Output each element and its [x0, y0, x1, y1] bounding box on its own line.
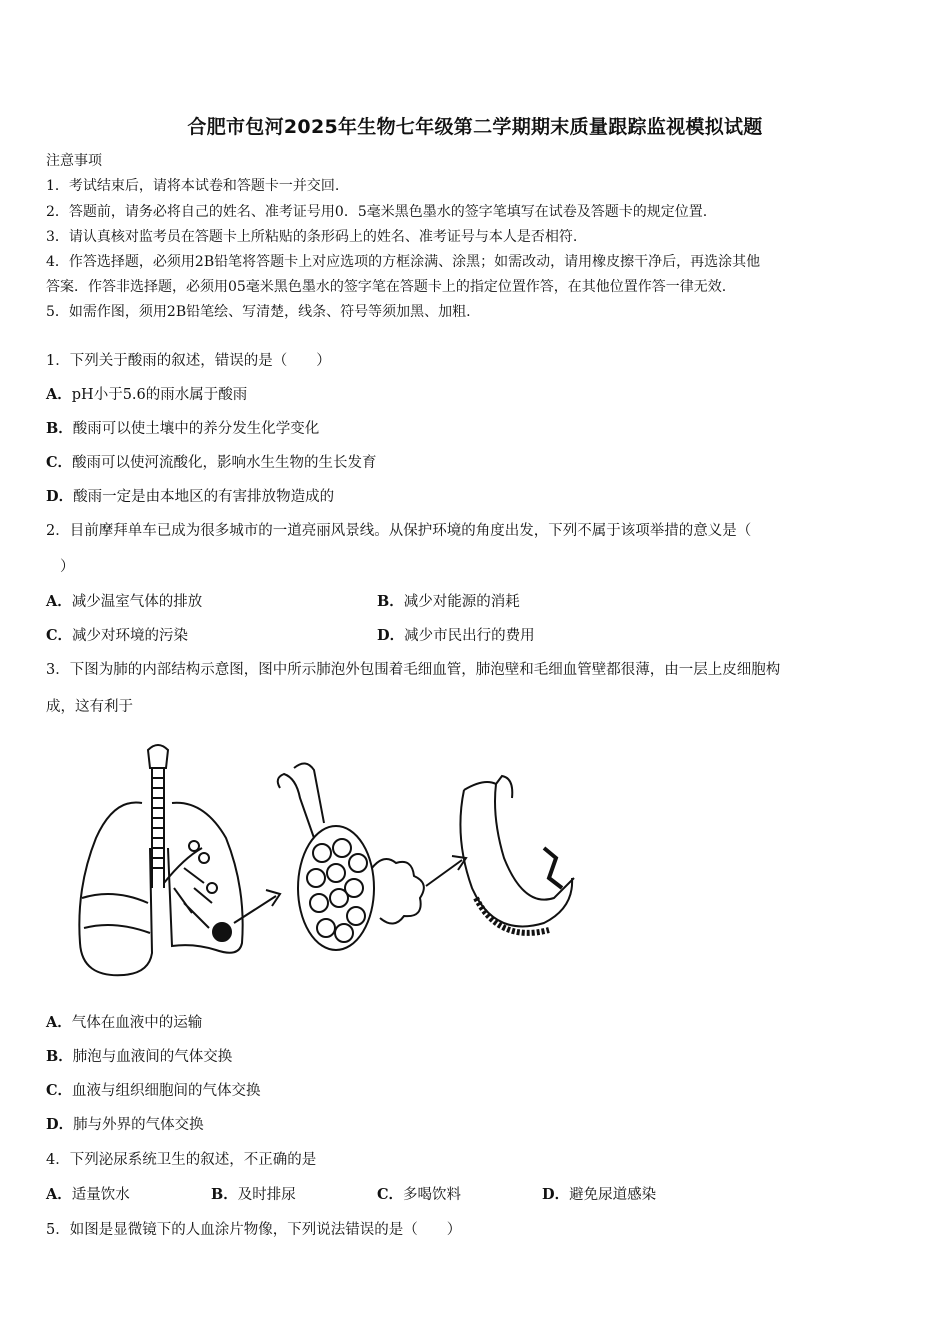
option-text: 肺与外界的气体交换 [73, 1117, 204, 1133]
question-stem: 4．下列泌尿系统卫生的叙述，不正确的是 [46, 1152, 317, 1168]
option-label: C． [377, 1186, 404, 1203]
option-d[interactable] [542, 1185, 656, 1205]
option-b[interactable] [46, 1047, 232, 1067]
question-stem-continuation: ） [60, 559, 75, 575]
option-label: D． [542, 1186, 570, 1203]
option-text: 减少温室气体的排放 [71, 594, 203, 610]
alveolus-capillary-illustration [460, 776, 574, 933]
notice-item: 答案．作答非选择题，必须用05毫米黑色墨水的签字笔在答题卡上的指定位置作答，在其他位置作答一律无效. [46, 279, 727, 295]
question-stem: 5．如图是显微镜下的人血涂片物像，下列说法错误的是（ ） [46, 1222, 462, 1238]
question-stem: 2．目前摩拜单车已成为很多城市的一道亮丽风景线。从保护环境的角度出发，下列不属于该项举措的意义是（ [46, 523, 752, 539]
option-label: B． [46, 1048, 73, 1065]
option-a[interactable] [46, 1185, 130, 1205]
question-stem: 1．下列关于酸雨的叙述，错误的是（ ） [46, 353, 331, 369]
option-b[interactable] [377, 592, 520, 612]
option-text: 避免尿道感染 [569, 1187, 657, 1203]
option-b[interactable] [211, 1185, 296, 1205]
option-label: A． [46, 593, 72, 610]
option-text: 酸雨可以使土壤中的养分发生化学变化 [72, 421, 320, 437]
option-label: A． [46, 1186, 72, 1203]
option-label: C． [46, 454, 73, 471]
option-label: B． [46, 420, 73, 437]
option-d[interactable] [377, 626, 535, 646]
option-text: 肺泡与血液间的气体交换 [72, 1049, 233, 1065]
option-text: 适量饮水 [71, 1187, 130, 1203]
option-label: B． [377, 593, 404, 610]
option-label: A． [46, 386, 72, 403]
notice-item: 5．如需作图，须用2B铅笔绘、写清楚，线条、符号等须加黑、加粗. [46, 304, 471, 320]
notice-item: 1．考试结束后，请将本试卷和答题卡一并交回. [46, 178, 340, 194]
option-text: 减少对能源的消耗 [403, 594, 520, 610]
lung-structure-diagram [44, 738, 584, 983]
option-d[interactable] [46, 1115, 204, 1135]
option-text: 血液与组织细胞间的气体交换 [72, 1083, 261, 1099]
option-label: C． [46, 627, 73, 644]
alveoli-cluster-illustration [278, 763, 424, 950]
question-stem: 3．下图为肺的内部结构示意图，图中所示肺泡外包围着毛细血管，肺泡壁和毛细血管壁都很薄，由一层上皮细胞构 [46, 662, 781, 678]
option-c[interactable] [46, 1081, 261, 1101]
option-text: 多喝饮料 [403, 1187, 462, 1203]
option-label: D． [377, 627, 405, 644]
option-text: 气体在血液中的运输 [71, 1015, 203, 1031]
option-a[interactable] [46, 1013, 202, 1033]
option-text: 酸雨一定是由本地区的有害排放物造成的 [73, 489, 335, 505]
option-a[interactable] [46, 592, 202, 612]
option-label: A． [46, 1014, 72, 1031]
option-d[interactable] [46, 487, 334, 507]
option-c[interactable] [377, 1185, 461, 1205]
option-text: 减少市民出行的费用 [404, 628, 535, 644]
option-label: D． [46, 1116, 74, 1133]
option-b[interactable] [46, 419, 319, 439]
question-stem-continuation: 成，这有利于 [46, 699, 133, 715]
notice-heading: 注意事项 [46, 153, 102, 169]
option-a[interactable] [46, 385, 247, 405]
notice-item: 4．作答选择题，必须用2B铅笔将答题卡上对应选项的方框涂满、涂黑；如需改动，请用橡皮擦干净后，再选涂其他 [46, 254, 761, 270]
left-lung-illustration [79, 802, 152, 975]
right-lung-illustration [164, 803, 243, 953]
option-text: 减少对环境的污染 [72, 628, 189, 644]
option-text: 及时排尿 [237, 1187, 296, 1203]
page-title: 合肥市包河2025年生物七年级第二学期期末质量跟踪监视模拟试题 [187, 116, 763, 138]
option-text: pH小于5.6的雨水属于酸雨 [71, 387, 248, 403]
notice-item: 3．请认真核对监考员在答题卡上所粘贴的条形码上的姓名、准考证号与本人是否相符. [46, 229, 578, 245]
arrow-icon [426, 856, 466, 886]
option-label: B． [211, 1186, 238, 1203]
option-c[interactable] [46, 626, 188, 646]
notice-item: 2．答题前，请务必将自己的姓名、准考证号用0．5毫米黑色墨水的签字笔填写在试卷及答题卡的规定位置. [46, 204, 708, 220]
option-label: D． [46, 488, 74, 505]
option-c[interactable] [46, 453, 377, 473]
option-text: 酸雨可以使河流酸化，影响水生生物的生长发育 [72, 455, 377, 471]
option-label: C． [46, 1082, 73, 1099]
